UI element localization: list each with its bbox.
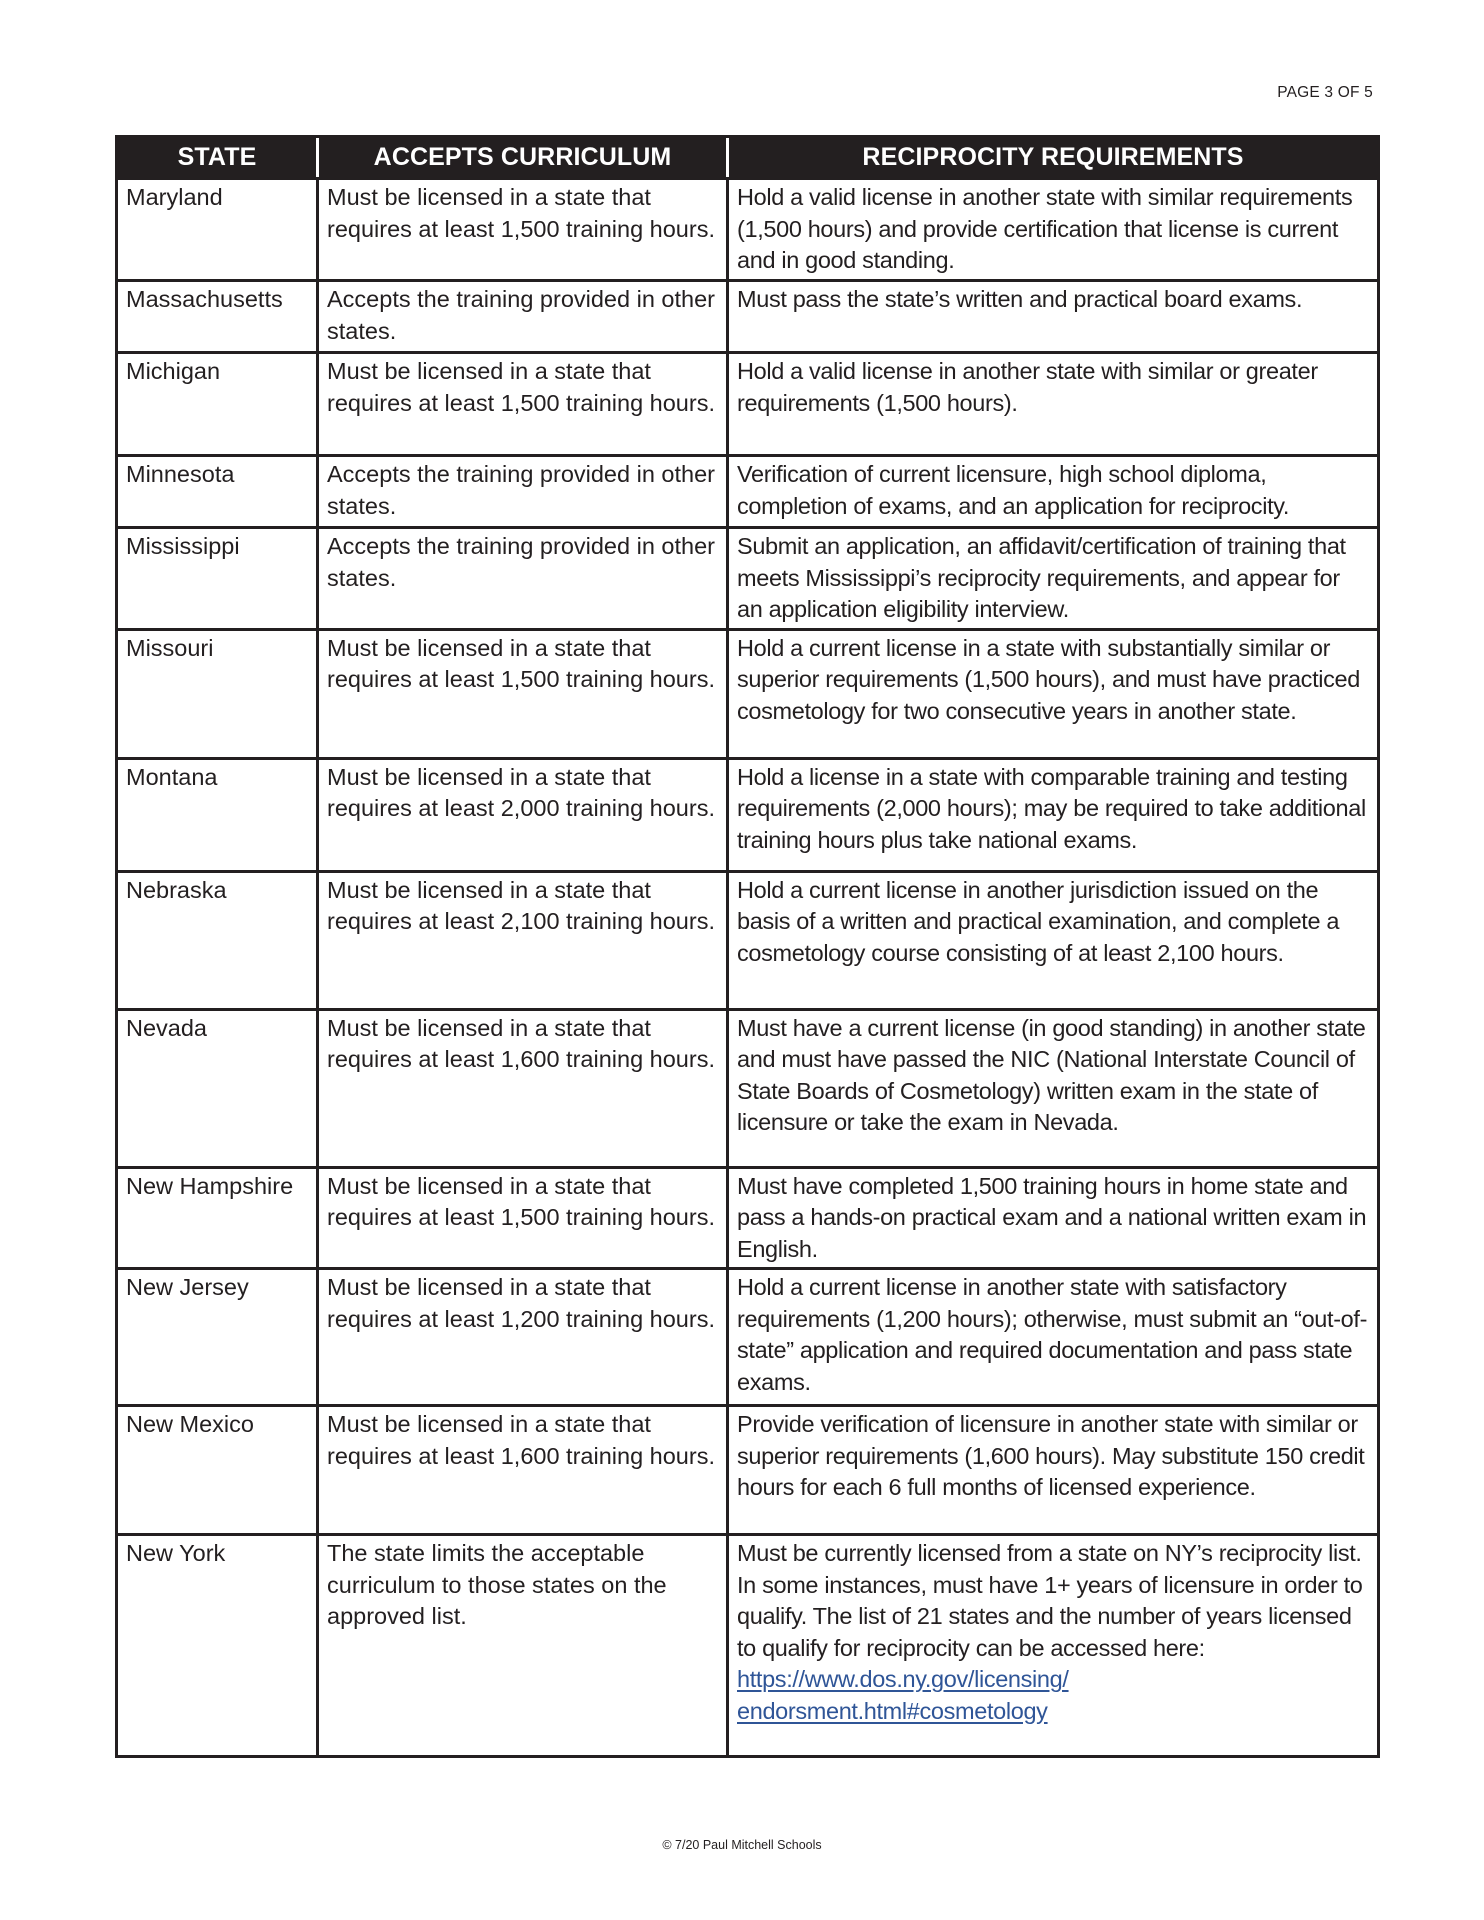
table-row <box>117 1535 1379 1757</box>
reciprocity-requirements-cell <box>728 871 1379 1009</box>
table-body <box>117 179 1379 1757</box>
table-header-row <box>117 137 1379 179</box>
state-cell: New Jersey <box>117 1269 318 1406</box>
table-row <box>117 1406 1379 1535</box>
table-row <box>117 758 1379 871</box>
state-cell: Nebraska <box>117 871 318 1009</box>
requirements-text: Hold a current license in a state with substantially similar or superior requirements (1,500 hours), and must have practiced cosmetology for two consecutive years in another state. <box>737 634 1360 724</box>
state-cell: Massachusetts <box>117 281 318 353</box>
table-row <box>117 629 1379 758</box>
reciprocity-requirements-cell <box>728 1535 1379 1757</box>
table-row <box>117 353 1379 456</box>
requirements-text: Submit an application, an affidavit/certification of training that meets Mississippi’s reciprocity requirements, and appear for an application eligibility interview. <box>737 533 1346 622</box>
accepts-curriculum-cell: Must be licensed in a state that requires at least 1,500 training hours. <box>318 629 728 758</box>
table-row <box>117 528 1379 630</box>
header-reciprocity-requirements: RECIPROCITY REQUIREMENTS <box>728 137 1379 179</box>
reciprocity-requirements-cell <box>728 179 1379 281</box>
table-row <box>117 281 1379 353</box>
state-cell: Maryland <box>117 179 318 281</box>
reciprocity-requirements-cell <box>728 281 1379 353</box>
state-cell: Nevada <box>117 1009 318 1167</box>
accepts-curriculum-cell: Accepts the training provided in other states. <box>318 281 728 353</box>
requirements-text: Hold a current license in another jurisdiction issued on the basis of a written and practical examination, and complete a cosmetology course consisting of at least 2,100 hours. <box>737 876 1340 966</box>
footer-copyright: © 7/20 Paul Mitchell Schools <box>662 1838 822 1852</box>
requirements-text: Must pass the state’s written and practical board exams. <box>737 286 1303 312</box>
table-row <box>117 1009 1379 1167</box>
reciprocity-table <box>115 135 1380 1758</box>
accepts-curriculum-cell: Accepts the training provided in other states. <box>318 528 728 630</box>
accepts-curriculum-cell: Must be licensed in a state that requires at least 1,500 training hours. <box>318 179 728 281</box>
ny-reciprocity-link[interactable]: https://www.dos.ny.gov/licensing/endorsment.html#cosmetology <box>737 1666 1069 1724</box>
requirements-text: Must have a current license (in good standing) in another state and must have passed the NIC (National Interstate Council of State Boards of Cosmetology) written exam in the state of licensure or take the exam in Nevada. <box>737 1014 1366 1135</box>
reciprocity-requirements-cell <box>728 528 1379 630</box>
header-state: STATE <box>117 137 318 179</box>
reciprocity-requirements-cell <box>728 1406 1379 1535</box>
accepts-curriculum-cell: Must be licensed in a state that requires at least 1,500 training hours. <box>318 353 728 456</box>
state-cell: New York <box>117 1535 318 1757</box>
accepts-curriculum-cell: Must be licensed in a state that requires at least 1,200 training hours. <box>318 1269 728 1406</box>
reciprocity-requirements-cell <box>728 629 1379 758</box>
reciprocity-requirements-cell <box>728 1009 1379 1167</box>
reciprocity-requirements-cell <box>728 353 1379 456</box>
header-accepts-curriculum: ACCEPTS CURRICULUM <box>318 137 728 179</box>
accepts-curriculum-cell: The state limits the acceptable curriculum to those states on the approved list. <box>318 1535 728 1757</box>
requirements-text: Hold a license in a state with comparable training and testing requirements (2,000 hours); may be required to take additional training hours plus take national exams. <box>737 763 1366 853</box>
accepts-curriculum-cell: Must be licensed in a state that requires at least 1,500 training hours. <box>318 1167 728 1269</box>
requirements-text: Verification of current licensure, high school diploma, completion of exams, and an application for reciprocity. <box>737 461 1290 519</box>
state-cell: Missouri <box>117 629 318 758</box>
state-cell: Minnesota <box>117 456 318 528</box>
page-number: PAGE 3 OF 5 <box>1277 84 1373 101</box>
accepts-curriculum-cell: Must be licensed in a state that requires at least 2,100 training hours. <box>318 871 728 1009</box>
requirements-text: Must be currently licensed from a state on NY’s reciprocity list. In some instances, must have 1+ years of licensure in order to qualify. The list of 21 states and the number of years licensed to qualify for reciprocity can be accessed here: <box>737 1540 1363 1661</box>
state-cell: Mississippi <box>117 528 318 630</box>
table-row <box>117 456 1379 528</box>
table-row <box>117 179 1379 281</box>
accepts-curriculum-cell: Must be licensed in a state that requires at least 1,600 training hours. <box>318 1406 728 1535</box>
reciprocity-requirements-cell <box>728 456 1379 528</box>
table-row <box>117 1269 1379 1406</box>
accepts-curriculum-cell: Must be licensed in a state that requires at least 2,000 training hours. <box>318 758 728 871</box>
requirements-text: Hold a valid license in another state with similar or greater requirements (1,500 hours). <box>737 358 1318 416</box>
table-row <box>117 871 1379 1009</box>
requirements-text: Hold a current license in another state with satisfactory requirements (1,200 hours); otherwise, must submit an “out-of-state” application and required documentation and pass state exams. <box>737 1274 1368 1395</box>
requirements-text: Provide verification of licensure in another state with similar or superior requirements (1,600 hours). May substitute 150 credit hours for each 6 full months of licensed experience. <box>737 1411 1365 1500</box>
reciprocity-requirements-cell <box>728 758 1379 871</box>
reciprocity-requirements-cell <box>728 1269 1379 1406</box>
reciprocity-requirements-cell <box>728 1167 1379 1269</box>
accepts-curriculum-cell: Must be licensed in a state that requires at least 1,600 training hours. <box>318 1009 728 1167</box>
accepts-curriculum-cell: Accepts the training provided in other states. <box>318 456 728 528</box>
state-cell: New Mexico <box>117 1406 318 1535</box>
requirements-text: Hold a valid license in another state with similar requirements (1,500 hours) and provide certification that license is current and in good standing. <box>737 184 1353 273</box>
table-row <box>117 1167 1379 1269</box>
state-cell: New Hampshire <box>117 1167 318 1269</box>
state-cell: Montana <box>117 758 318 871</box>
requirements-text: Must have completed 1,500 training hours in home state and pass a hands-on practical exam and a national written exam in English. <box>737 1172 1367 1262</box>
state-cell: Michigan <box>117 353 318 456</box>
